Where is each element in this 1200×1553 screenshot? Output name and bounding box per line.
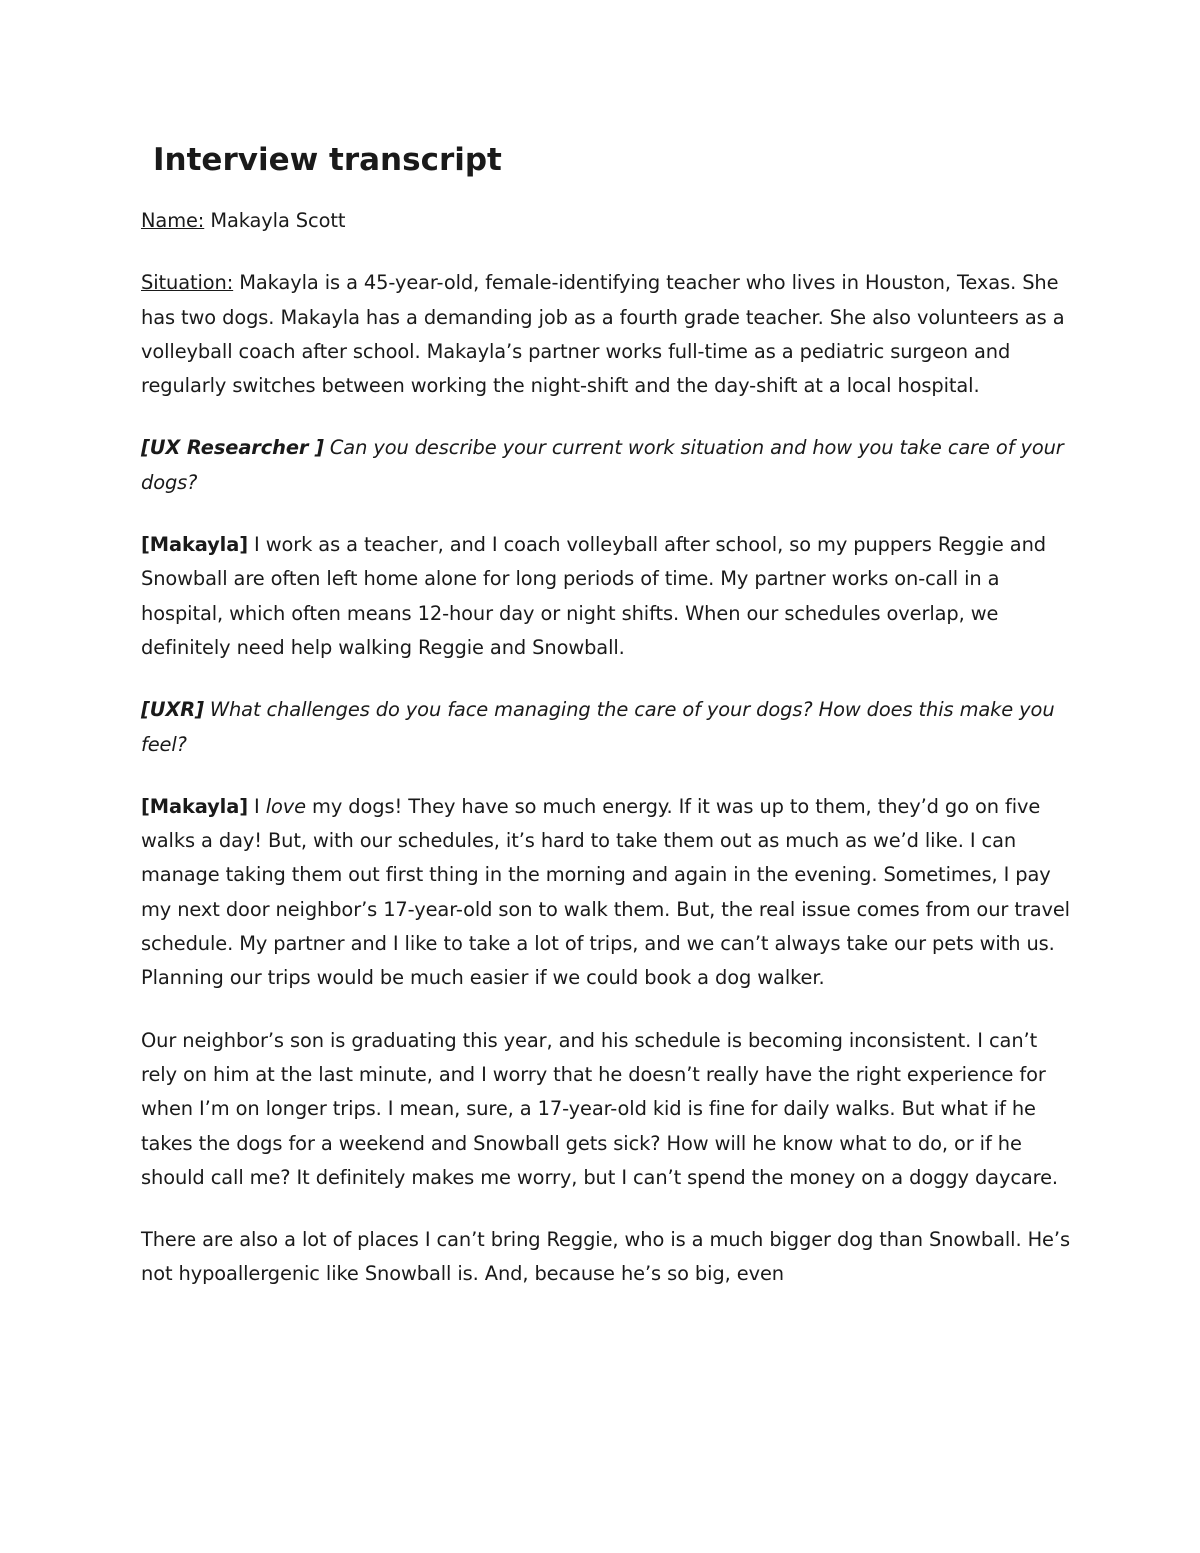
answer-2-pre: I xyxy=(247,794,266,818)
answer-2-emphasis: love xyxy=(265,794,306,818)
document-title: Interview transcript xyxy=(153,142,502,178)
answer-2-speaker: [Makayla] xyxy=(141,794,248,818)
question-2-speaker: [UXR] xyxy=(141,698,204,722)
answer-1-text: I work as a teacher, and I coach volleyball after school, so my puppers Reggie and Snowball are often left home alone for long periods of time. My partner works on-call in a hospital, which often means 12-hour day or night shifts. When our schedules overlap, we definitely need help walking Reggie and Snowball. xyxy=(141,533,1046,659)
answer-2-paragraph-2: Our neighbor’s son is graduating this year, and his schedule is becoming inconsistent. I can’t rely on him at the last minute, and I worry that he doesn’t really have the right experience for when I’m on longer trips. I mean, sure, a 17-year-old kid is fine for daily walks. But what if he takes the dogs for a weekend and Snowball gets sick? How will he know what to do, or if he should call me? It definitely makes me worry, but I can’t spend the money on a doggy daycare. xyxy=(141,1028,1059,1189)
answer-1 xyxy=(141,528,1071,665)
answer-2-paragraph-3: There are also a lot of places I can’t bring Reggie, who is a much bigger dog than Snowball. He’s not hypoallergenic like Snowball is. And, because he’s so big, even xyxy=(141,1228,1070,1286)
name-value: Makayla Scott xyxy=(204,209,346,232)
situation-paragraph xyxy=(141,266,1071,403)
answer-1-speaker: [Makayla] xyxy=(141,533,248,557)
situation-label: Situation: xyxy=(141,271,234,295)
question-2 xyxy=(141,693,1071,762)
question-1-text: Can you describe your current work situation and how you take care of your dogs? xyxy=(141,436,1064,494)
question-2-text: What challenges do you face managing the care of your dogs? How does this make you feel? xyxy=(141,698,1055,756)
name-line xyxy=(141,204,1071,238)
document-page xyxy=(141,138,1071,1292)
question-1 xyxy=(141,431,1071,500)
answer-2-text: my dogs! They have so much energy. If it was up to them, they’d go on five walks a day! But, with our schedules, it’s hard to take them out as much as we’d like. I can manage taking them out first thing in the morning and again in the evening. Sometimes, I pay my next door neighbor’s 17-year-old son to walk them. But, the real issue comes from our travel schedule. My partner and I like to take a lot of trips, and we can’t always take our pets with us. Planning our trips would be much easier if we could book a dog walker. xyxy=(141,794,1070,990)
situation-text: Makayla is a 45-year-old, female-identifying teacher who lives in Houston, Texas. She has two dogs. Makayla has a demanding job as a fourth grade teacher. She also volunteers as a volleyball coach after school. Makayla’s partner works full-time as a pediatric surgeon and regularly switches between working the night-shift and the day-shift at a local hospital. xyxy=(141,271,1065,398)
question-1-speaker: [UX Researcher ] xyxy=(141,436,324,460)
answer-2 xyxy=(141,790,1071,996)
name-label: Name: xyxy=(141,209,205,232)
